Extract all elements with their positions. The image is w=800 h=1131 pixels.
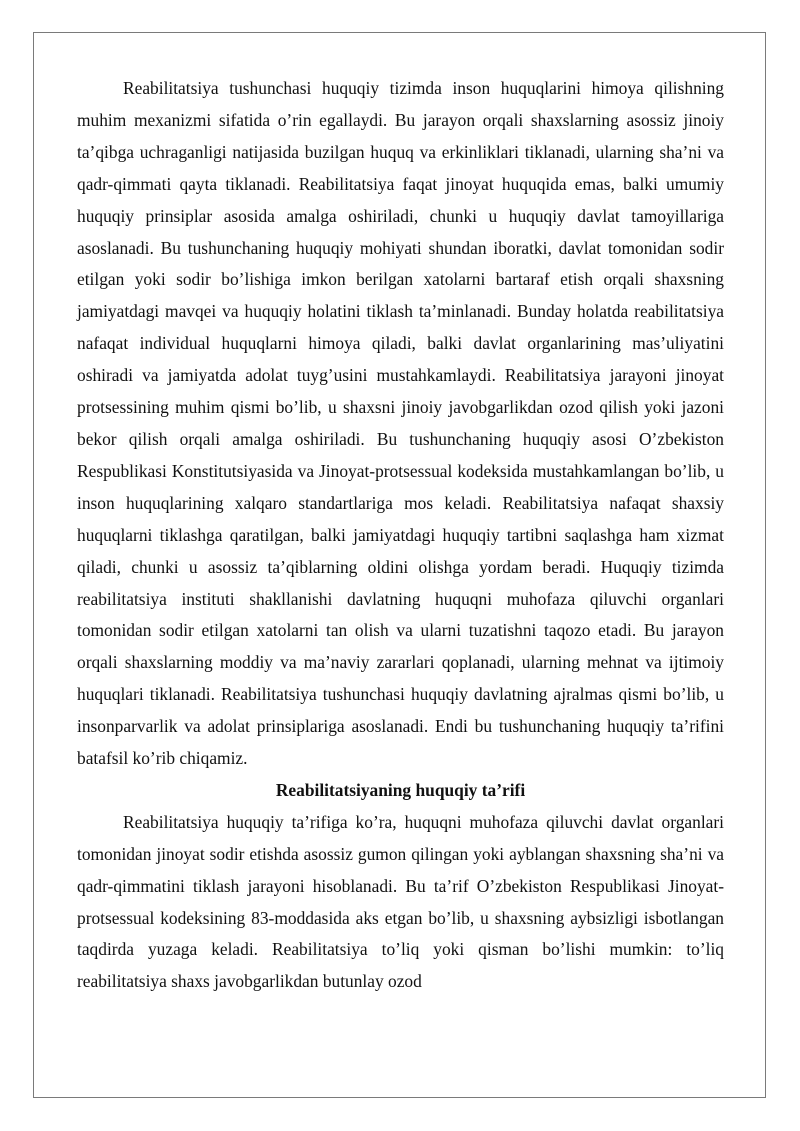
section-heading: Reabilitatsiyaning huquqiy ta’rifi: [275, 779, 526, 800]
document-body: [77, 73, 724, 998]
paragraph-intro: Reabilitatsiya tushunchasi huquqiy tizimda inson huquqlarini himoya qilishning muhim mexanizmi sifatida o’rin egallaydi. Bu jarayon orqali shaxslarning asossiz jinoiy ta’qibga uchraganligi natijasida buzilgan huquq va erkinliklari tiklanadi, ularning sha’ni va qadr-qimmati qayta tiklanadi. Reabilitatsiya faqat jinoyat huquqida emas, balki umumiy huquqiy prinsiplar asosida amalga oshiriladi, chunki u huquqiy davlat tamoyillariga asoslanadi. Bu tushunchaning huquqiy mohiyati shundan iboratki, davlat tomonidan sodir etilgan yoki sodir bo’lishiga imkon berilgan xatolarni bartaraf etish orqali shaxsning jamiyatdagi mavqei va huquqiy holatini tiklash ta’minlanadi. Bunday holatda reabilitatsiya nafaqat individual huquqlarni himoya qiladi, balki davlat organlarining mas’uliyatini oshiradi va jamiyatda adolat tuyg’usini mustahkamlaydi. Reabilitatsiya jarayoni jinoyat protsessining muhim qismi bo’lib, u shaxsni jinoiy javobgarlikdan ozod qilish yoki jazoni bekor qilish orqali amalga oshiriladi. Bu tushunchaning huquqiy asosi O’zbekiston Respublikasi Konstitutsiyasida va Jinoyat-protsessual kodeksida mustahkamlangan bo’lib, u inson huquqlarining xalqaro standartlariga mos keladi. Reabilitatsiya nafaqat shaxsiy huquqlarni tiklashga qaratilgan, balki jamiyatdagi huquqiy tartibni saqlashga ham xizmat qiladi, chunki u asossiz ta’qiblarning oldini olishga yordam beradi. Huquqiy tizimda reabilitatsiya instituti shakllanishi davlatning huquqni muhofaza qiluvchi organlari tomonidan sodir etilgan xatolarni tan olish va ularni tuzatishni taqozo etadi. Bu jarayon orqali shaxslarning moddiy va ma’naviy zararlari qoplanadi, ularning mehnat va ijtimoiy huquqlari tiklanadi. Reabilitatsiya tushunchasi huquqiy davlatning ajralmas qismi bo’lib, u insonparvarlik va adolat prinsiplariga asoslanadi. Endi bu tushunchaning huquqiy ta’rifini batafsil ko’rib chiqamiz.: [77, 78, 724, 769]
paragraph-definition: Reabilitatsiya huquqiy ta’rifiga ko’ra, huquqni muhofaza qiluvchi davlat organlari tomonidan jinoyat sodir etishda asossiz gumon qilingan yoki ayblangan shaxsning sha’ni va qadr-qimmatini tiklash jarayoni hisoblanadi. Bu ta’rif O’zbekiston Respublikasi Jinoyat-protsessual kodeksining 83-moddasida aks etgan bo’lib, u shaxsning aybsizligi isbotlangan taqdirda yuzaga keladi. Reabilitatsiya to’liq yoki qisman bo’lishi mumkin: to’liq reabilitatsiya shaxs javobgarlikdan butunlay ozod: [77, 811, 724, 992]
